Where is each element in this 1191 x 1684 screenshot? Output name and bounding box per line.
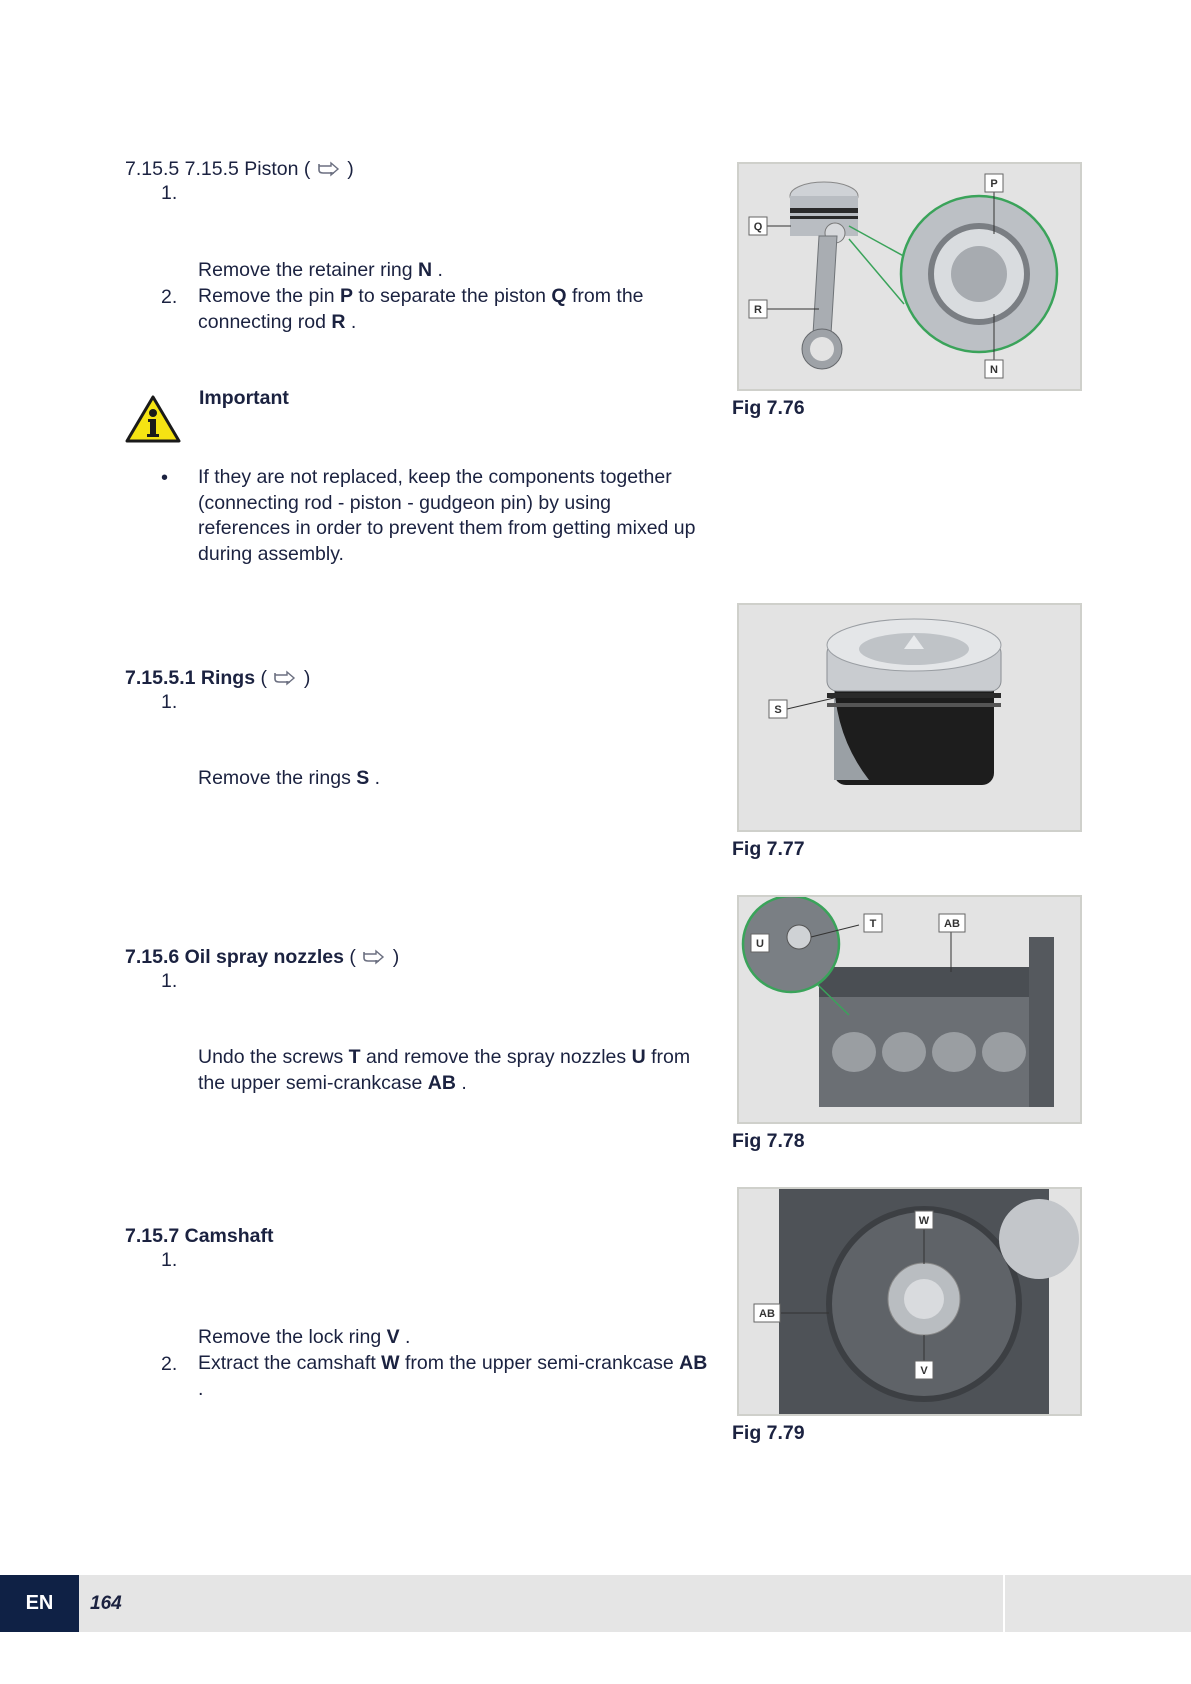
step-number: 1. [161, 691, 178, 713]
arrow-reference-icon [272, 670, 298, 686]
footer-divider [1003, 1575, 1005, 1632]
figure-caption: Fig 7.76 [732, 397, 805, 419]
arrow-reference-icon [361, 949, 387, 965]
label-s: S [774, 704, 782, 716]
section-heading-piston: 7.15.5 7.15.5 Piston ( ) [125, 158, 354, 180]
figure-caption: Fig 7.78 [732, 1130, 805, 1152]
step-number: 2. [161, 1353, 178, 1375]
section-heading-camshaft: 7.15.7 Camshaft [125, 1225, 274, 1247]
step-text: Undo the screws T and remove the spray nozzles U from the upper semi-crankcase AB . [198, 1046, 691, 1094]
page-number: 164 [90, 1592, 122, 1614]
label-q: Q [753, 221, 763, 233]
step-number: 1. [161, 970, 178, 992]
language-badge: EN [0, 1575, 79, 1632]
label-ab: AB [944, 918, 960, 930]
label-u: U [756, 938, 764, 950]
step-text: Remove the rings S . [198, 767, 381, 789]
section-heading-rings: 7.15.5.1 Rings ( ) [125, 667, 311, 689]
section-heading-nozzles: 7.15.6 Oil spray nozzles ( ) [125, 946, 400, 968]
label-p: P [990, 178, 998, 190]
label-r: R [754, 304, 762, 316]
label-w: W [918, 1215, 930, 1227]
step-number: 2. [161, 286, 178, 308]
piston-rod-illustration [739, 164, 1080, 389]
label-n: N [990, 364, 998, 376]
camshaft-illustration [739, 1189, 1080, 1414]
important-text: If they are not replaced, keep the components together (connecting rod - piston - gudgeon pin) by using references in order to prevent them from getting mixed up during assembly. [198, 466, 696, 565]
crankcase-nozzles-illustration [739, 897, 1080, 1122]
footer-bar [0, 1575, 1191, 1632]
important-title: Important [199, 387, 289, 409]
bullet: • [161, 467, 169, 489]
figure-caption: Fig 7.79 [732, 1422, 805, 1444]
figure-caption: Fig 7.77 [732, 838, 805, 860]
figure-7-77 [737, 603, 1082, 832]
step-text: Remove the retainer ring N . [198, 259, 443, 281]
step-text: Extract the camshaft W from the upper semi-crankcase AB . [198, 1352, 708, 1400]
step-text: Remove the pin P to separate the piston Q from the connecting rod R . [198, 285, 644, 333]
figure-7-78 [737, 895, 1082, 1124]
piston-rings-illustration [739, 605, 1080, 830]
figure-7-76 [737, 162, 1082, 391]
label-t: T [869, 918, 877, 930]
warning-info-icon [124, 394, 182, 444]
figure-7-79 [737, 1187, 1082, 1416]
arrow-reference-icon [316, 161, 342, 177]
step-text: Remove the lock ring V . [198, 1326, 411, 1348]
label-v: V [920, 1365, 928, 1377]
step-number: 1. [161, 182, 178, 204]
label-ab: AB [759, 1308, 775, 1320]
step-number: 1. [161, 1249, 178, 1271]
